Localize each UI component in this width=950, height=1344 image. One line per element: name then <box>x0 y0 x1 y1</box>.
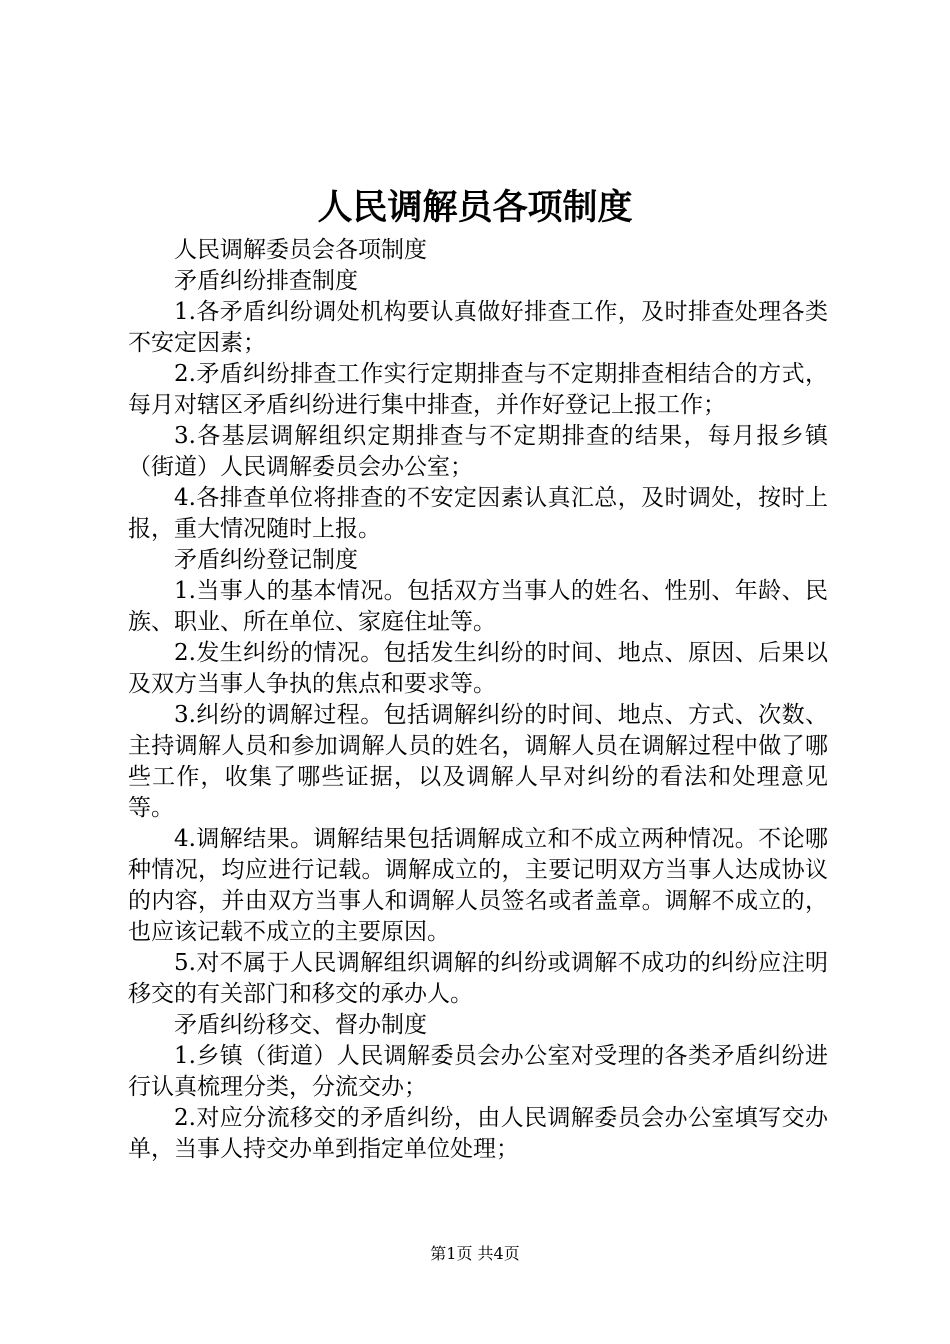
paragraph: 5.对不属于人民调解组织调解的纠纷或调解不成功的纠纷应注明移交的有关部门和移交的承办人。 <box>128 950 828 1007</box>
paragraph: 1.当事人的基本情况。包括双方当事人的姓名、性别、年龄、民族、职业、所在单位、家庭住址等。 <box>128 578 828 635</box>
paragraph: 2.发生纠纷的情况。包括发生纠纷的时间、地点、原因、后果以及双方当事人争执的焦点和要求等。 <box>128 640 828 697</box>
paragraph: 1.各矛盾纠纷调处机构要认真做好排查工作，及时排查处理各类不安定因素； <box>128 299 828 356</box>
paragraph: 4.各排查单位将排查的不安定因素认真汇总，及时调处，按时上报，重大情况随时上报。 <box>128 485 828 542</box>
paragraph: 3.纠纷的调解过程。包括调解纠纷的时间、地点、方式、次数、主持调解人员和参加调解人员的姓名，调解人员在调解过程中做了哪些工作，收集了哪些证据，以及调解人早对纠纷的看法和处理意见等。 <box>128 702 828 821</box>
paragraph: 3.各基层调解组织定期排查与不定期排查的结果，每月报乡镇（街道）人民调解委员会办公室； <box>128 423 828 480</box>
document-title: 人民调解员各项制度 <box>317 187 633 228</box>
section-heading: 人民调解委员会各项制度 <box>174 237 427 263</box>
paragraph: 2.矛盾纠纷排查工作实行定期排查与不定期排查相结合的方式，每月对辖区矛盾纠纷进行集中排查，并作好登记上报工作； <box>128 361 828 418</box>
section-heading: 矛盾纠纷登记制度 <box>174 547 358 573</box>
document-body <box>128 235 828 1165</box>
paragraph: 1.乡镇（街道）人民调解委员会办公室对受理的各类矛盾纠纷进行认真梳理分类，分流交办； <box>128 1043 828 1100</box>
paragraph: 4.调解结果。调解结果包括调解成立和不成立两种情况。不论哪种情况，均应进行记载。调解成立的，主要记明双方当事人达成协议的内容，并由双方当事人和调解人员签名或者盖章。调解不成立的，也应该记载不成立的主要原因。 <box>128 826 828 945</box>
page-footer: 第1页 共4页 <box>430 1244 520 1263</box>
section-heading: 矛盾纠纷排查制度 <box>174 268 358 294</box>
section-heading: 矛盾纠纷移交、督办制度 <box>174 1012 427 1038</box>
paragraph: 2.对应分流移交的矛盾纠纷，由人民调解委员会办公室填写交办单，当事人持交办单到指定单位处理； <box>128 1105 828 1162</box>
